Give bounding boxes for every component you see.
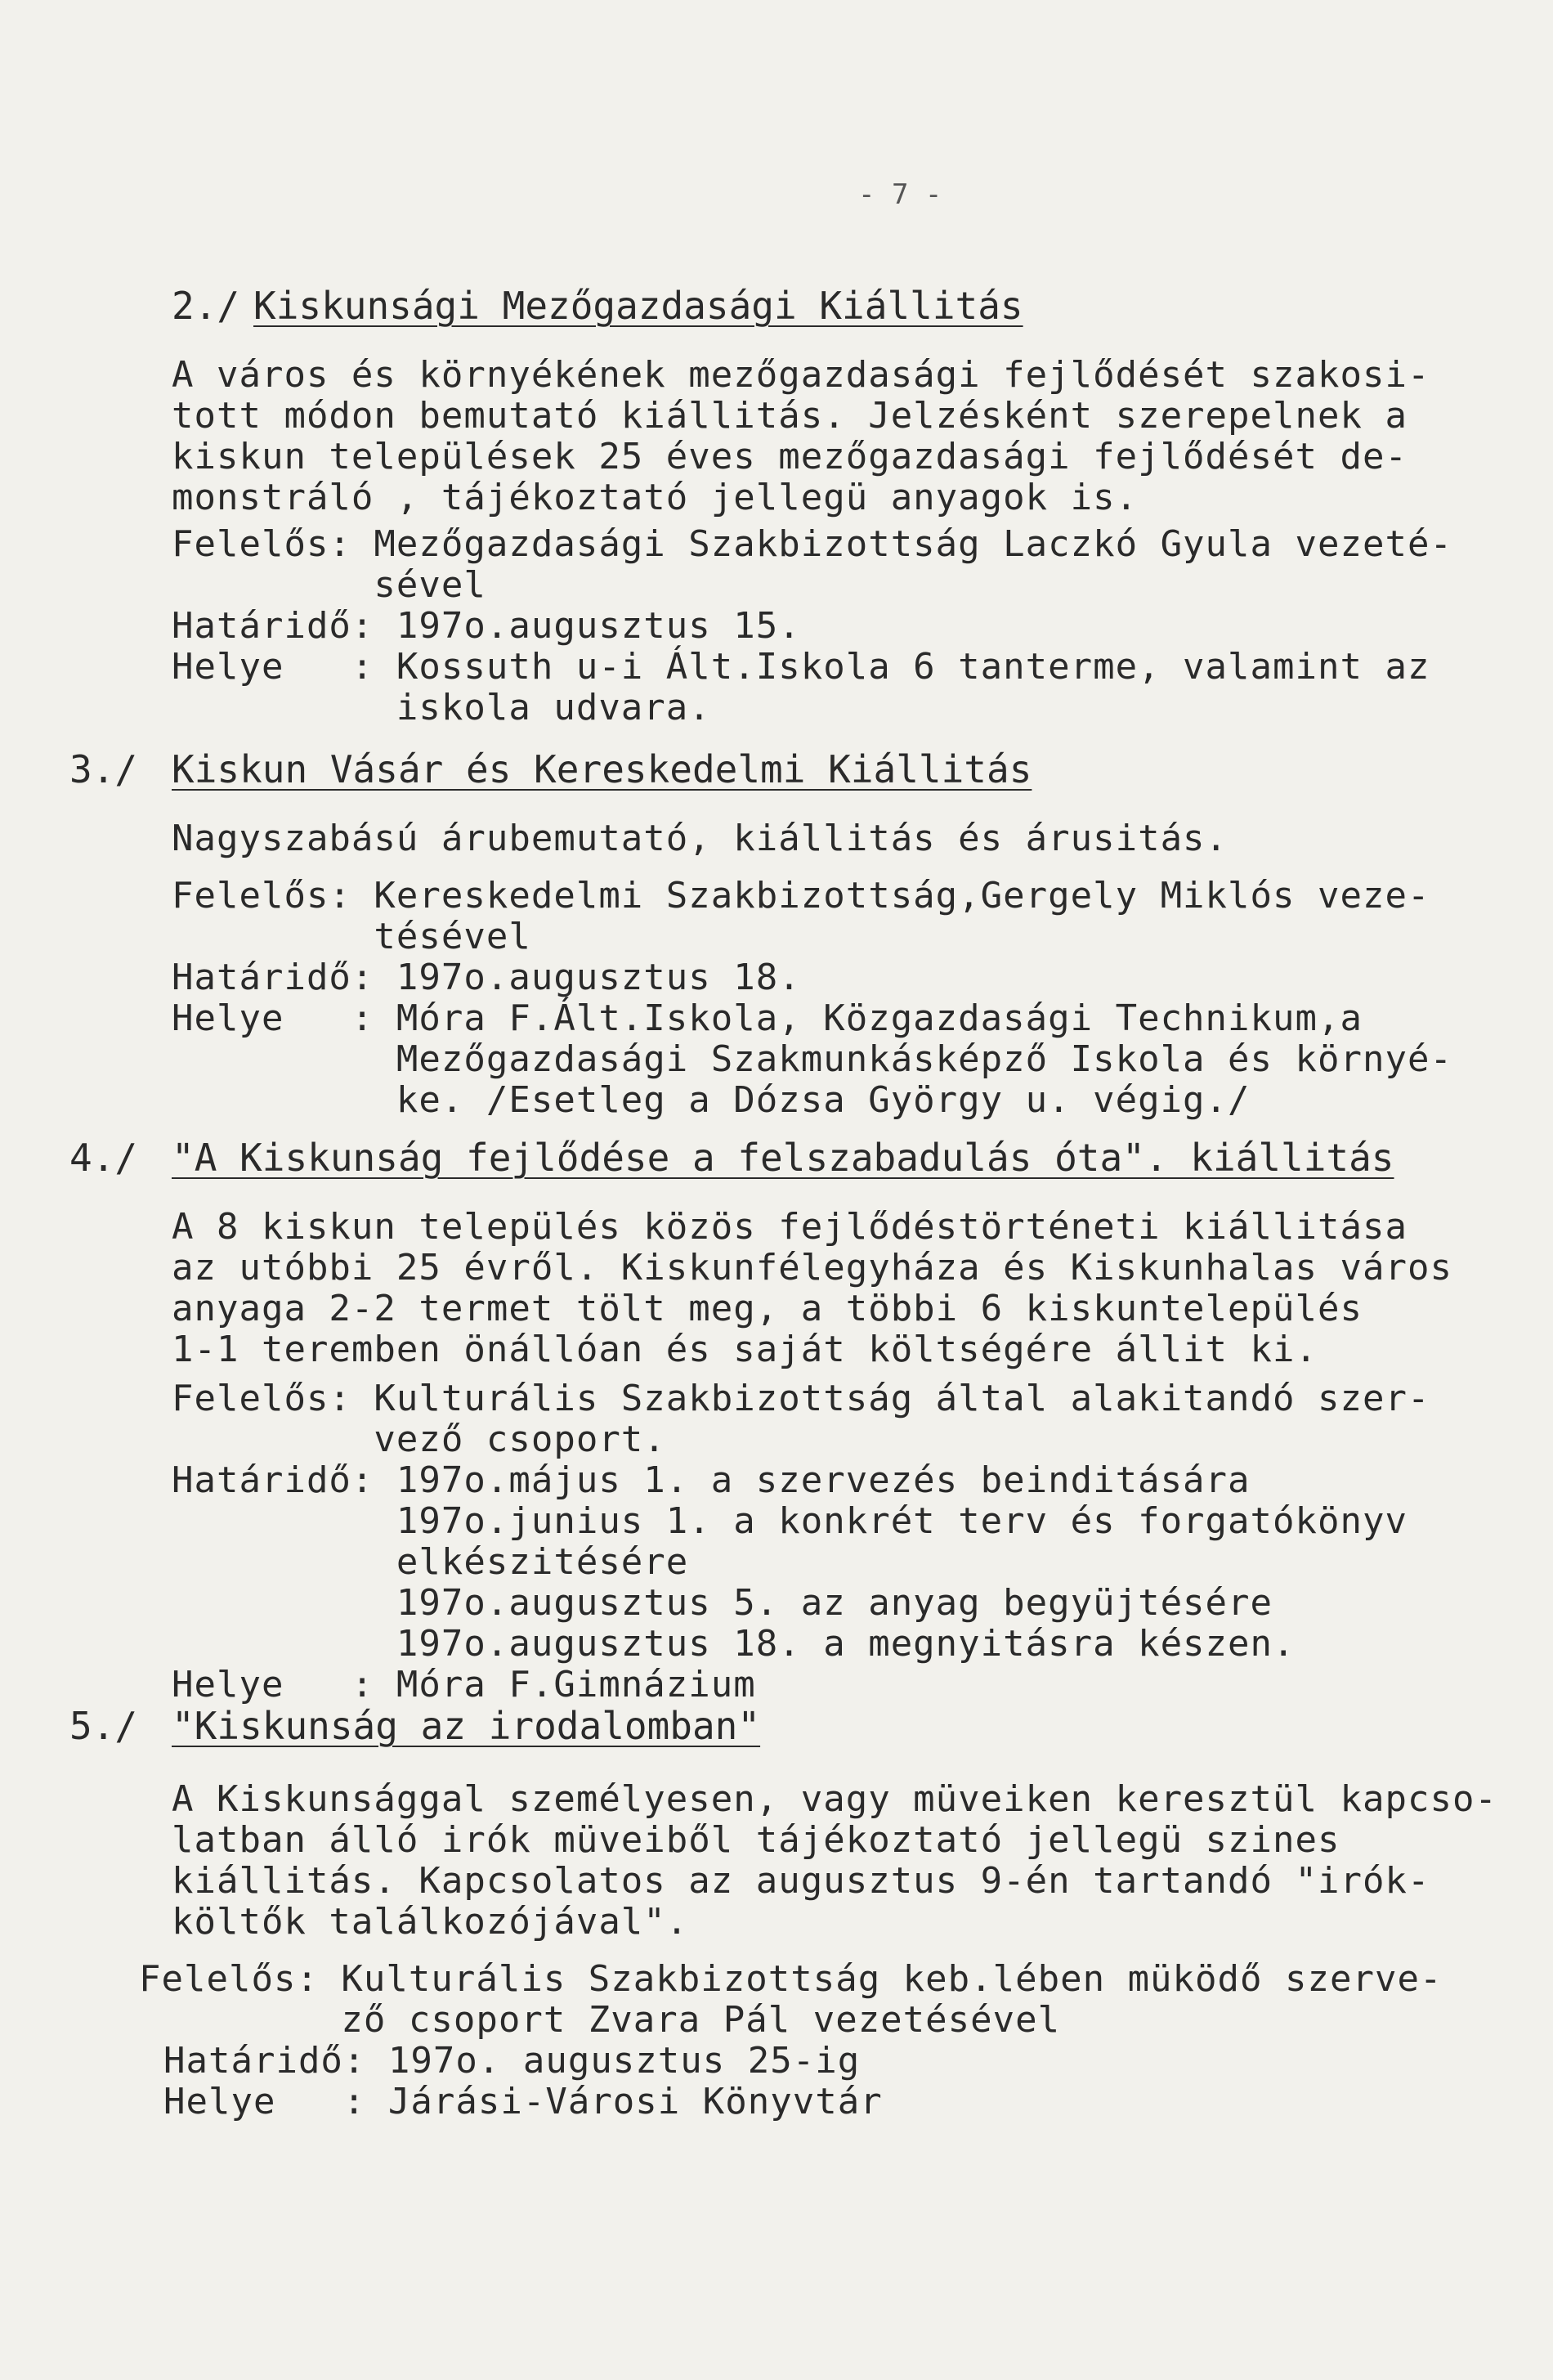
detail-line: Felelős: Kulturális Szakbizottság keb.lében müködő szerve- [139, 1958, 1443, 2000]
detail-line: Felelős: Kulturális Szakbizottság által alakitandó szer- [172, 1378, 1430, 1419]
detail-line: 197o.junius 1. a konkrét terv és forgatókönyv [172, 1500, 1408, 1542]
detail-line: Felelős: Kereskedelmi Szakbizottság,Gergely Miklós veze- [172, 875, 1430, 917]
detail-line: elkészitésére [172, 1541, 689, 1583]
body-line: A 8 kiskun település közös fejlődéstörténeti kiállitása [172, 1206, 1408, 1248]
detail-line: Helye : Járási-Városi Könyvtár [163, 2081, 883, 2122]
detail-line: vező csoport. [172, 1419, 666, 1460]
detail-line: Határidő: 197o. augusztus 25-ig [163, 2040, 861, 2082]
detail-line: Határidő: 197o.május 1. a szervezés beinditására [172, 1459, 1251, 1501]
body-line: anyaga 2-2 termet tölt meg, a többi 6 kiskuntelepülés [172, 1288, 1363, 1329]
page-number: - 7 - [858, 178, 942, 211]
section-title: "Kiskunság az irodalomban" [172, 1704, 761, 1748]
detail-line: iskola udvara. [172, 687, 711, 728]
detail-line: Helye : Móra F.Ált.Iskola, Közgazdasági Technikum,a [172, 997, 1363, 1039]
section-title: Kiskun Vásár és Kereskedelmi Kiállitás [172, 747, 1032, 791]
body-line: kiskun települések 25 éves mezőgazdasági fejlődését de- [172, 436, 1408, 477]
detail-line: Határidő: 197o.augusztus 15. [172, 605, 801, 647]
section-title: Kiskunsági Mezőgazdasági Kiállitás [253, 284, 1023, 328]
detail-line: sével [172, 564, 486, 606]
body-line: monstráló , tájékoztató jellegü anyagok is. [172, 477, 1139, 518]
detail-line: ke. /Esetleg a Dózsa György u. végig./ [172, 1079, 1251, 1121]
detail-line: Határidő: 197o.augusztus 18. [172, 957, 801, 998]
detail-line: 197o.augusztus 5. az anyag begyüjtésére [172, 1582, 1273, 1624]
section-number: 3./ [69, 747, 138, 791]
detail-line: tésével [172, 916, 531, 957]
detail-line: Mezőgazdasági Szakmunkásképző Iskola és környé- [172, 1038, 1452, 1080]
body-line: tott módon bemutató kiállitás. Jelzésként szerepelnek a [172, 395, 1408, 437]
body-line: költők találkozójával". [172, 1901, 689, 1943]
detail-line: Helye : Kossuth u-i Ált.Iskola 6 tanterme, valamint az [172, 646, 1430, 688]
section-number: 4./ [69, 1136, 138, 1180]
detail-line: 197o.augusztus 18. a megnyitásra készen. [172, 1623, 1296, 1665]
section-number: 5./ [69, 1704, 138, 1748]
body-line: kiállitás. Kapcsolatos az augusztus 9-én tartandó "irók- [172, 1860, 1430, 1902]
body-line: A város és környékének mezőgazdasági fejlődését szakosi- [172, 354, 1430, 396]
body-line: az utóbbi 25 évről. Kiskunfélegyháza és Kiskunhalas város [172, 1247, 1452, 1289]
section-number: 2./ [172, 284, 240, 328]
section-title: "A Kiskunság fejlődése a felszabadulás óta". kiállitás [172, 1136, 1394, 1180]
body-line: A Kiskunsággal személyesen, vagy müveiken keresztül kapcso- [172, 1778, 1497, 1820]
body-line: Nagyszabású árubemutató, kiállitás és árusitás. [172, 818, 1229, 859]
body-line: 1-1 teremben önállóan és saját költségére állit ki. [172, 1329, 1318, 1370]
detail-line: ző csoport Zvara Pál vezetésével [139, 1999, 1061, 2041]
detail-line: Helye : Móra F.Gimnázium [172, 1664, 756, 1705]
detail-line: Felelős: Mezőgazdasági Szakbizottság Laczkó Gyula vezeté- [172, 523, 1452, 565]
body-line: latban álló irók müveiből tájékoztató jellegü szines [172, 1819, 1340, 1861]
